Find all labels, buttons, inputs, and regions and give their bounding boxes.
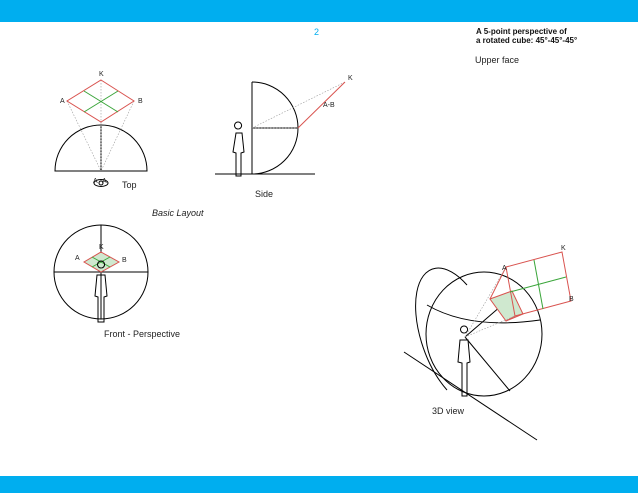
point-k-label: K: [99, 71, 104, 78]
point-b-label: B: [569, 296, 574, 303]
title-line-2: a rotated cube: 45°-45°-45°: [476, 36, 578, 45]
3d-meridian: [416, 268, 467, 390]
slide-number: 2: [314, 27, 320, 37]
front-view: [54, 225, 148, 322]
sight-line: [465, 316, 515, 337]
side-cube-edge: [298, 82, 345, 128]
observer-figure-icon: [458, 326, 470, 396]
point-a-label: A: [502, 265, 507, 272]
point-a-label: A: [60, 98, 65, 105]
3d-sphere-outline: [426, 272, 542, 396]
point-k-label: K: [561, 245, 566, 252]
title-line-1: A 5-point perspective of: [476, 27, 567, 36]
3d-axis: [465, 337, 510, 391]
top-view: [55, 71, 147, 187]
3d-view-label: 3D view: [432, 406, 465, 416]
point-k-label: K: [99, 244, 104, 251]
point-ab-label: A-B: [323, 102, 335, 109]
point-k-label: K: [348, 75, 353, 82]
observer-figure-icon: [233, 122, 244, 176]
ground-line: [404, 352, 537, 440]
basic-layout-label: Basic Layout: [152, 208, 204, 218]
point-a-label: A: [75, 255, 80, 262]
point-b-label: B: [138, 98, 143, 105]
3d-view: [404, 245, 574, 440]
top-view-label: Top: [122, 180, 137, 190]
side-view: [215, 75, 353, 176]
side-view-label: Side: [255, 189, 274, 199]
upper-face-caption: Upper face: [475, 55, 520, 65]
point-a-label: A: [102, 178, 107, 185]
point-b-label: B: [122, 257, 127, 264]
point-a-label: A: [93, 178, 98, 185]
front-perspective-label: Front - Perspective: [104, 329, 181, 339]
